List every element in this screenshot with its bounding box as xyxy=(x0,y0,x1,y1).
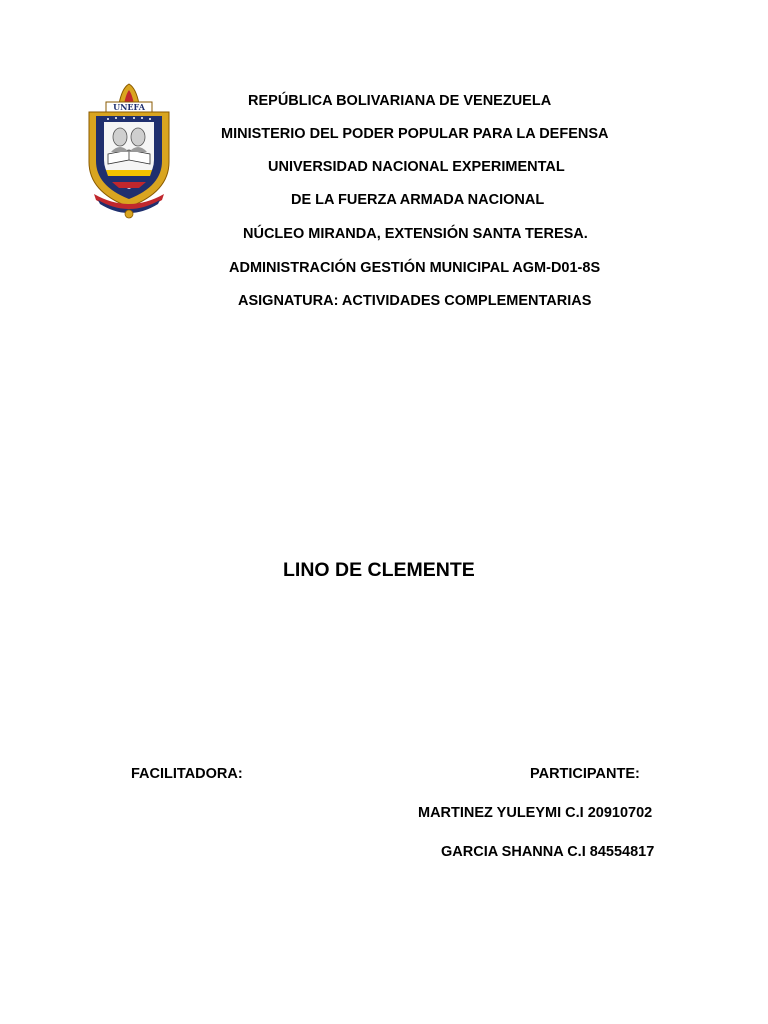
document-title: LINO DE CLEMENTE xyxy=(283,559,475,581)
facilitator-label: FACILITADORA: xyxy=(131,766,243,782)
header-campus: NÚCLEO MIRANDA, EXTENSIÓN SANTA TERESA. xyxy=(243,226,588,242)
header-university: UNIVERSIDAD NACIONAL EXPERIMENTAL xyxy=(268,159,565,175)
header-program: ADMINISTRACIÓN GESTIÓN MUNICIPAL AGM-D01-8S xyxy=(229,260,601,276)
logo-wordmark: UNEFA xyxy=(113,102,145,112)
participant-name-1: MARTINEZ YULEYMI C.I 20910702 xyxy=(418,805,653,821)
header-ministry: MINISTERIO DEL PODER POPULAR PARA LA DEFENSA xyxy=(221,126,609,142)
participant-label: PARTICIPANTE: xyxy=(530,766,640,782)
university-seal-logo xyxy=(84,82,174,222)
header-republic: REPÚBLICA BOLIVARIANA DE VENEZUELA xyxy=(248,93,552,109)
header-subject: ASIGNATURA: ACTIVIDADES COMPLEMENTARIAS xyxy=(238,293,592,309)
participant-name-2: GARCIA SHANNA C.I 84554817 xyxy=(441,844,655,860)
header-armed-forces: DE LA FUERZA ARMADA NACIONAL xyxy=(291,192,545,208)
